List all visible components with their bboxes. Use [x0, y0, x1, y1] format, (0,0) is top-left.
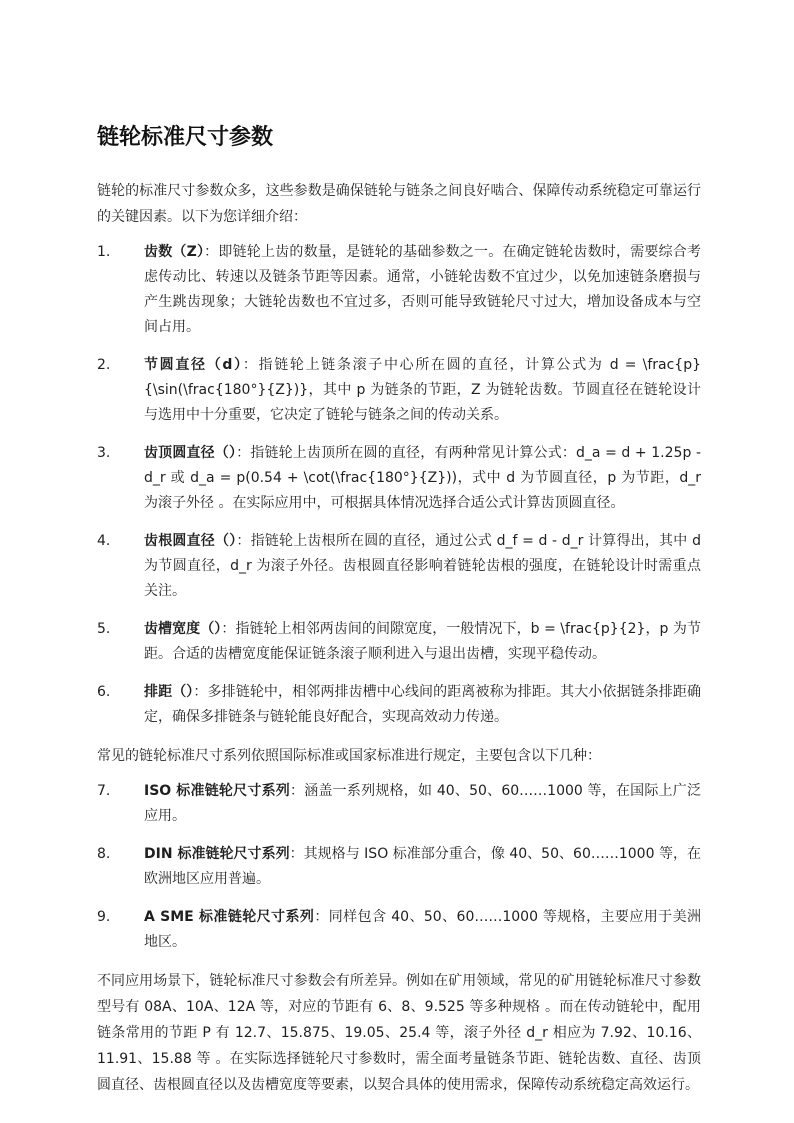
document-page [97, 120, 701, 1108]
list-item [97, 905, 701, 955]
list-text: ：涵盖一系列规格，如 40、50、60……1000 等，在国际上广泛应用。 [144, 783, 701, 824]
list-number: 4. [97, 533, 111, 549]
list-text: ：即链轮上齿的数量，是链轮的基础参数之一。在确定链轮齿数时，需要综合考虑传动比、转速以及链条节距等因素。通常，小链轮齿数不宜过少，以免加速链条磨损与产生跳齿现象；大链轮齿数也不宜过多，否则可能导致链轮尺寸过大，增加设备成本与空间占用。 [144, 244, 702, 335]
list-text: ：指链轮上相邻两齿间的间隙宽度，一般情况下，b = \frac{p}{2}，p 为节距。合适的齿槽宽度能保证链条滚子顺利进入与退出齿槽，实现平稳传动。 [144, 621, 701, 662]
list-text: ：指链轮上齿根所在圆的直径，通过公式 d_f = d - d_r 计算得出，其中 d 为节圆直径，d_r 为滚子外径。齿根圆直径影响着链轮齿根的强度，在链轮设计时需重点关注。 [144, 533, 701, 599]
list-term: 排距（） [144, 684, 194, 700]
conclusion-paragraph: 不同应用场景下，链轮标准尺寸参数会有所差异。例如在矿用领域，常见的矿用链轮标准尺寸参数型号有 08A、10A、12A 等，对应的节距有 6、8、9.525 等多种规格 。而在传动链轮中，配用链条常用的节距 P 有 12.7、15.875、19.05、25.4 等，滚子外径 d_r 相应为 7.92、10.16、11.91、15.88 等 。在实际选择链轮尺寸参数时，需全面考量链条节距、链轮齿数、直径、齿顶圆直径、齿根圆直径以及齿槽宽度等要素，以契合具体的使用需求，保障传动系统稳定高效运行。 [97, 973, 701, 1093]
page-title: 链轮标准尺寸参数 [97, 125, 274, 150]
list-number: 8. [97, 846, 111, 862]
list-text: ：其规格与 ISO 标准部分重合，像 40、50、60……1000 等，在欧洲地区应用普遍。 [144, 846, 701, 887]
list-number: 9. [97, 909, 111, 925]
list-text: ：指链轮上链条滚子中心所在圆的直径，计算公式为 d = \frac{p}{\sin(\frac{180°}{Z})}，其中 p 为链条的节距，Z 为链轮齿数。节圆直径在链轮设计与选用中十分重要，它决定了链轮与链条之间的传动关系。 [144, 357, 701, 423]
list-item [97, 529, 701, 604]
parameter-list [97, 240, 701, 730]
list-number: 7. [97, 783, 111, 799]
list-item [97, 680, 701, 730]
list-term: ISO 标准链轮尺寸系列 [144, 783, 291, 799]
list-number: 3. [97, 445, 111, 461]
list-number: 5. [97, 621, 111, 637]
list-term: 节圆直径（d） [144, 357, 243, 373]
list-term: 齿数（Z） [144, 244, 205, 260]
intro-paragraph: 链轮的标准尺寸参数众多，这些参数是确保链轮与链条之间良好啮合、保障传动系统稳定可靠运行的关键因素。以下为您详细介绍： [97, 183, 701, 225]
list-term: 齿顶圆直径（） [144, 445, 237, 461]
list-term: 齿根圆直径（） [144, 533, 237, 549]
list-item [97, 353, 701, 428]
list-item [97, 240, 701, 340]
list-item [97, 441, 701, 516]
list-item [97, 779, 701, 829]
list-term: 齿槽宽度（） [144, 621, 222, 637]
list-item [97, 617, 701, 667]
series-intro-paragraph: 常见的链轮标准尺寸系列依照国际标准或国家标准进行规定，主要包含以下几种： [97, 748, 601, 764]
list-term: A SME 标准链轮尺寸系列 [144, 909, 315, 925]
list-number: 2. [97, 357, 111, 373]
list-text: ：多排链轮中，相邻两排齿槽中心线间的距离被称为排距。其大小依据链条排距确定，确保多排链条与链轮能良好配合，实现高效动力传递。 [144, 684, 702, 725]
list-term: DIN 标准链轮尺寸系列 [144, 846, 290, 862]
list-text: ：指链轮上齿顶所在圆的直径，有两种常见计算公式：d_a = d + 1.25p - d_r 或 d_a = p(0.54 + \cot(\frac{180°}{Z}))，式中 d 为节圆直径，p 为节距，d_r 为滚子外径 。在实际应用中，可根据具体情况选择合适公式计算齿顶圆直径。 [144, 445, 701, 511]
list-text: ：同样包含 40、50、60……1000 等规格，主要应用于美洲地区。 [144, 909, 701, 950]
list-item [97, 842, 701, 892]
list-number: 6. [97, 684, 111, 700]
series-list [97, 779, 701, 955]
list-number: 1. [97, 244, 111, 260]
